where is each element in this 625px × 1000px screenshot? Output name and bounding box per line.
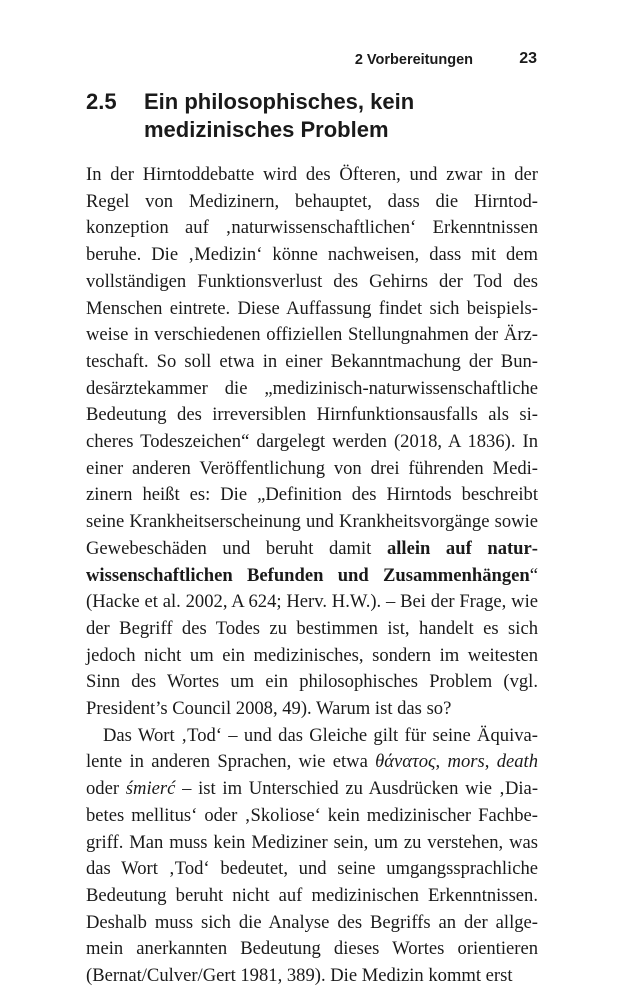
greek-word: θάνατος (375, 751, 436, 773)
paragraph (86, 723, 538, 990)
latin-word: mors (447, 751, 485, 773)
paragraph-text: Das Wort ‚Tod‘ – und das Gleiche gilt für seine Äquivalente in anderen Sprachen, wie etwa (86, 724, 538, 773)
section-number: 2.5 (86, 89, 117, 114)
separator: , (484, 751, 497, 773)
paragraph-text: – ist im Unterschied zu Ausdrücken wie ‚Diabetes mellitus‘ oder ‚Skoliose‘ kein medizinischer Fachbegriff. Man muss kein Mediziner sein, um zu verstehen, was das Wort ‚Tod‘ bedeutet, und seine umgangssprachliche Bedeutung beruht nicht auf medizinischen Erkenntnissen. Deshalb muss sich die Analyse des Begriffs an der allgemein anerkannten Bedeutung dieses Wortes orientieren (Bernat/Culver/Gert 1981, 389). Die Medizin kommt erst (86, 778, 539, 987)
body-text (86, 162, 538, 990)
separator: , (435, 751, 448, 773)
paragraph-text: “ (Hacke et al. 2002, A 624; Herv. H.W.). – Bei der Frage, wie der Begriff des Todes zu bestimmen ist, handelt es sich jedoch nicht um ein medizinisches, sondern im weitesten Sinn des Wortes um ein philosophisches Problem (vgl. President’s Council 2008, 49). Warum ist das so? (86, 564, 538, 720)
running-head (86, 50, 537, 74)
emphasized-text: allein auf naturwissenschaftlichen Befunden und Zusammenhängen (86, 537, 538, 586)
section-title: Ein philosophisches, kein medizinisches Problem (144, 89, 415, 142)
english-word: death (496, 751, 538, 773)
separator: oder (86, 778, 126, 800)
paragraph-text: In der Hirntoddebatte wird des Öfteren, und zwar in der Regel von Medizinern, behauptet, dass die Hirntodkonzeption auf ‚naturwissenschaftlichen‘ Erkenntnissen beruhe. Die ‚Medizin‘ könne nachweisen, dass mit dem vollständigen Funktionsverlust des Gehirns der Tod des Menschen eintrete. Diese Auffassung findet sich beispielsweise in verschiedenen offiziellen Stellungnahmen der Ärzteschaft. So soll etwa in einer Bekanntmachung der Bundesärztekammer die „medizinisch-naturwissenschaftliche Bedeutung des irreversiblen Hirnfunktionsausfalls als sicheres Todeszeichen“ dargelegt werden (2018, A 1836). In einer anderen Veröffentlichung von drei führenden Medizinern heißt es: Die „Definition des Hirntods beschreibt seine Krankheitserscheinung und Krankheitsvorgänge sowie Gewebeschäden und beruht damit (86, 164, 538, 559)
page-number: 23 (519, 50, 537, 67)
paragraph (86, 162, 538, 723)
polish-word: śmierć (125, 778, 176, 800)
running-head-chapter: 2 Vorbereitungen (354, 52, 473, 68)
